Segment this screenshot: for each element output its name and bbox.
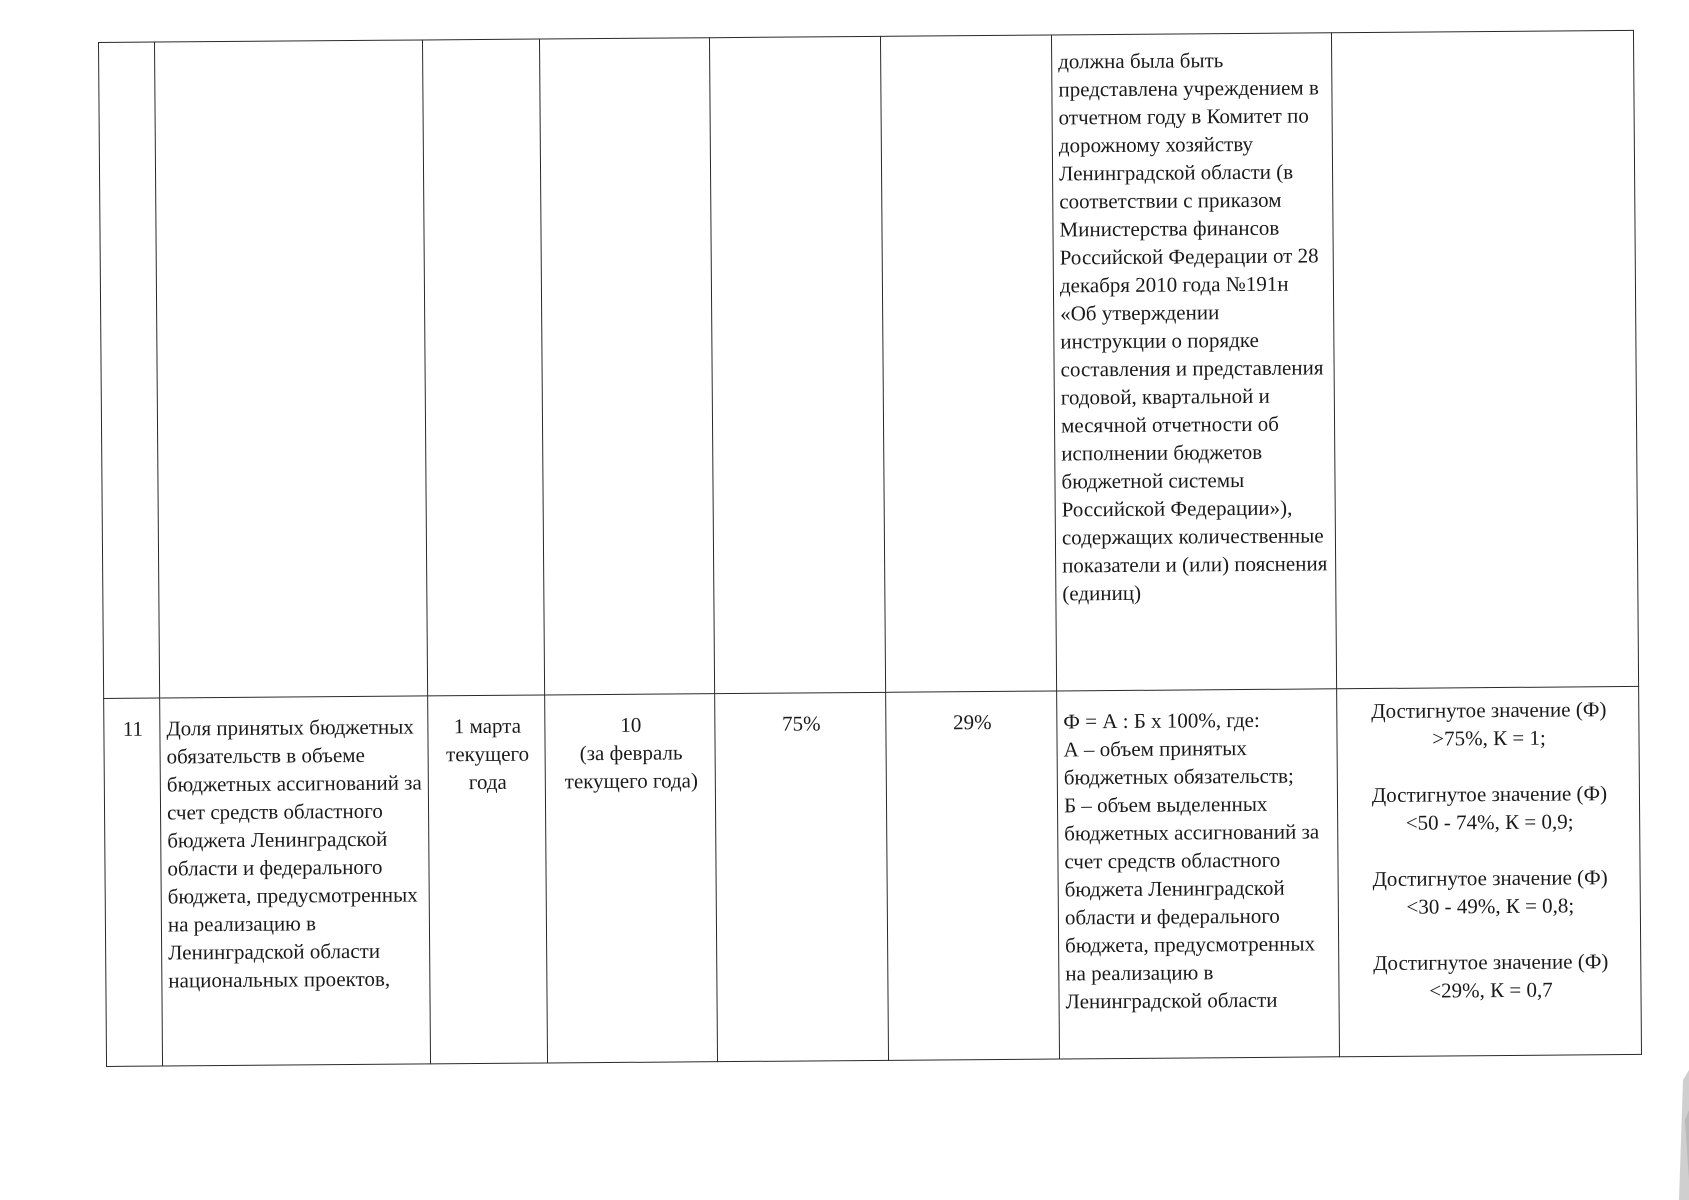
indicator-text: Доля принятых бюджетных обязательств в объеме бюджетных ассигнований за счет средств областного бюджета Ленинградской области и федерального бюджета, предусмотренных на реализацию в Ленинградской области национальных проектов, bbox=[166, 714, 422, 993]
weight-value: 29% bbox=[953, 710, 992, 735]
cell-number bbox=[99, 42, 160, 698]
period-block bbox=[545, 694, 715, 795]
table-row bbox=[99, 30, 1639, 698]
cell-indicator bbox=[160, 696, 431, 1066]
cell-number bbox=[104, 698, 163, 1066]
scan-edge-mark bbox=[1659, 0, 1689, 1200]
cell-period bbox=[539, 38, 714, 695]
formula-a-text: А – объем принятых бюджетных обязательств; bbox=[1063, 735, 1294, 790]
period-value: 10 bbox=[620, 712, 642, 737]
deadline-text: 1 марта текущего года bbox=[446, 713, 530, 795]
criterion-item bbox=[1345, 947, 1636, 1005]
criterion-item bbox=[1345, 863, 1636, 921]
criteria-list bbox=[1337, 687, 1640, 1005]
cell-target bbox=[715, 692, 889, 1061]
target-value: 75% bbox=[782, 711, 821, 736]
cell-formula bbox=[1051, 33, 1336, 691]
criterion-value: <50 - 74%, К = 0,9; bbox=[1405, 809, 1574, 835]
cell-weight bbox=[880, 35, 1056, 692]
criterion-label: Достигнутое значение (Ф) bbox=[1373, 949, 1609, 976]
formula-block bbox=[1057, 689, 1339, 1015]
formula-continuation-text: должна была быть представлена учреждением в отчетном году в Комитет по дорожному хозяйству Ленинградской области (в соответствии с приказом Министерства финансов Российской Федерации от 28 декабря 2010 года №191н «Об утверждении инструкции о порядке составления и представления годовой, квартальной и месячной отчетности об исполнении бюджетов бюджетной системы Российской Федерации»), содержащих количественные показатели и (или) пояснения (единиц) bbox=[1058, 48, 1328, 606]
cell-period bbox=[545, 694, 718, 1063]
row-number: 11 bbox=[122, 716, 144, 741]
cell-criteria bbox=[1337, 686, 1642, 1056]
cell-indicator bbox=[155, 40, 428, 698]
criterion-label: Достигнутое значение (Ф) bbox=[1372, 865, 1608, 892]
cell-weight bbox=[886, 691, 1060, 1060]
formula-text: Ф = А : Б х 100%, где: bbox=[1063, 707, 1260, 734]
criterion-item bbox=[1343, 695, 1634, 753]
criterion-value: <29%, К = 0,7 bbox=[1429, 977, 1553, 1003]
table-row bbox=[104, 686, 1642, 1066]
cell-criteria bbox=[1331, 30, 1638, 688]
criterion-label: Достигнутое значение (Ф) bbox=[1371, 781, 1608, 808]
cell-formula bbox=[1057, 689, 1340, 1059]
criterion-item bbox=[1344, 779, 1635, 837]
cell-deadline bbox=[422, 39, 544, 696]
period-note: (за февраль текущего года) bbox=[564, 740, 699, 794]
criterion-value: <30 - 49%, К = 0,8; bbox=[1406, 893, 1575, 919]
cell-target bbox=[709, 36, 885, 693]
cell-deadline bbox=[428, 695, 548, 1064]
criterion-value: >75%, К = 1; bbox=[1432, 725, 1546, 751]
criterion-label: Достигнутое значение (Ф) bbox=[1371, 697, 1607, 724]
formula-b-text: Б – объем выделенных бюджетных ассигнований за счет средств областного бюджета Ленинградской области и федерального бюджета, предусмотренных на реализацию в Ленинградской области bbox=[1063, 791, 1320, 1014]
indicators-table bbox=[98, 30, 1642, 1067]
